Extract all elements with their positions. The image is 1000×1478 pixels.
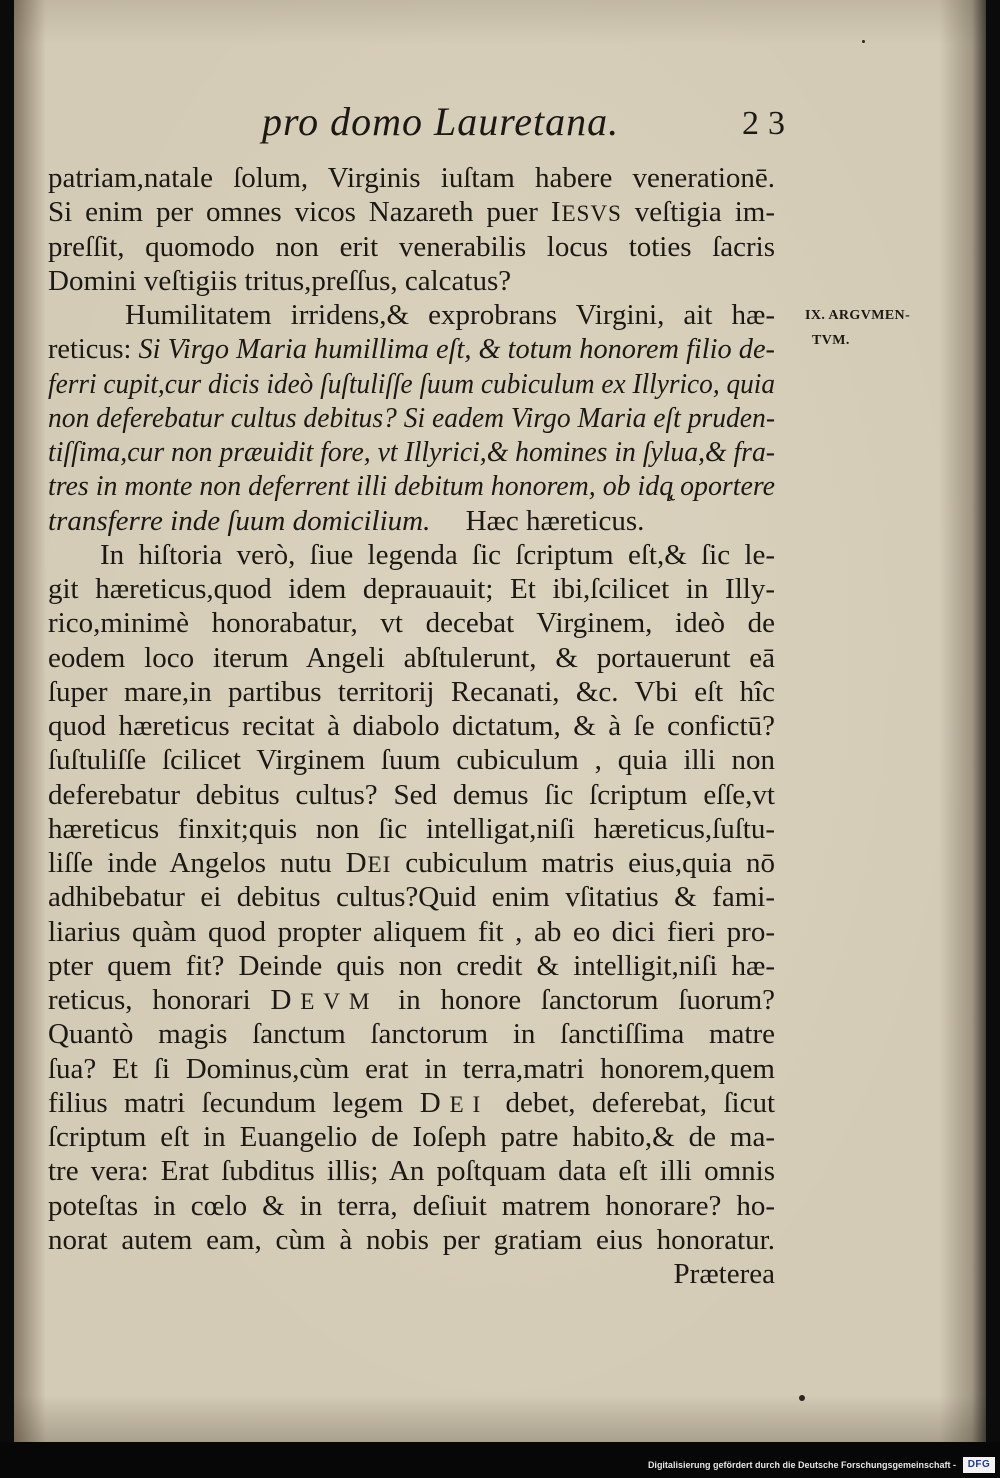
text-line bbox=[48, 778, 775, 812]
line-content bbox=[48, 469, 775, 503]
text-line bbox=[48, 915, 775, 949]
line-content bbox=[48, 195, 775, 231]
text-line bbox=[48, 1189, 775, 1223]
line-content bbox=[48, 435, 775, 469]
line-content bbox=[48, 915, 775, 949]
text-line bbox=[48, 572, 775, 606]
line-text: In hiſtoria verò, ſiue legenda ſic ſcriptum eſt,& ſic le- bbox=[100, 538, 775, 571]
line-text: Hæc hæreticus. bbox=[458, 504, 645, 537]
text-line bbox=[48, 298, 775, 332]
text-line bbox=[48, 1086, 775, 1120]
line-content bbox=[48, 1120, 775, 1154]
line-content bbox=[48, 641, 775, 675]
text-line bbox=[48, 983, 775, 1017]
line-content bbox=[48, 606, 775, 640]
line-content bbox=[48, 504, 644, 538]
line-content bbox=[48, 1052, 775, 1086]
line-text: norat autem eam, cùm à nobis per gratiam eius honoratur. bbox=[48, 1223, 775, 1256]
text-line bbox=[48, 846, 775, 880]
dfg-logo: DFG bbox=[963, 1457, 995, 1473]
line-text: poteſtas in cœlo & in terra, deſiuit matrem honorare? ho- bbox=[48, 1189, 775, 1222]
line-content bbox=[48, 675, 775, 709]
text-line bbox=[48, 161, 775, 195]
credit-text: Digitalisierung gefördert durch die Deutsche Forschungsgemeinschaft - bbox=[647, 1460, 956, 1470]
line-text: ſcriptum eſt in Euangelio de Ioſeph patre habito,& de ma- bbox=[48, 1121, 775, 1153]
spaced-caps-word: DEVM bbox=[270, 984, 379, 1016]
line-content bbox=[48, 161, 775, 195]
line-text: tre vera: Erat ſubditus illis; An poſtquam data eſt illi omnis bbox=[48, 1155, 775, 1188]
text-line bbox=[48, 230, 775, 264]
line-text: hæreticus finxit;quis non ſic intelligat,niſi hæreticus,ſuſtu- bbox=[48, 812, 775, 845]
line-content bbox=[48, 401, 775, 435]
line-content bbox=[48, 367, 775, 401]
text-line bbox=[48, 538, 775, 572]
line-text: patriam,natale ſolum, Virginis iuſtam habere venerationē. bbox=[48, 162, 775, 194]
line-text: eodem loco iterum Angeli abſtulerunt, & portauerunt eā bbox=[48, 641, 775, 674]
line-text: Si enim per omnes vicos Nazareth puer bbox=[48, 196, 551, 229]
marginal-note-line: IX. ARGVMEN- bbox=[805, 308, 911, 323]
text-line bbox=[48, 709, 775, 743]
marginal-note bbox=[805, 303, 910, 353]
italic-text: ferri cupit,cur dicis ideò ſuſtuliſſe ſuum cubiculum ex Illyrico, quia bbox=[48, 367, 775, 400]
line-content bbox=[48, 1017, 775, 1051]
text-line bbox=[48, 675, 775, 709]
line-text: liarius quàm quod propter aliquem fit , ab eo dici fieri pro- bbox=[48, 915, 775, 948]
ink-speck bbox=[799, 1395, 805, 1401]
text-line bbox=[48, 367, 775, 401]
line-text: filius matri ſecundum legem bbox=[48, 1086, 420, 1119]
text-line bbox=[48, 641, 775, 675]
italic-text: tiſſima,cur non præuidit fore, vt Illyrici,& homines in ſylua,& fra- bbox=[48, 436, 775, 468]
text-line bbox=[48, 435, 775, 469]
text-line bbox=[48, 504, 775, 538]
text-line bbox=[48, 469, 775, 503]
marginal-note-line: TVM. bbox=[812, 333, 850, 348]
running-title: pro domo Lauretana. bbox=[262, 99, 620, 144]
line-content bbox=[48, 880, 775, 914]
line-text: liſſe inde Angelos nutu bbox=[48, 847, 346, 879]
text-line bbox=[48, 1223, 775, 1257]
spaced-caps-word: DEI bbox=[419, 1086, 490, 1119]
line-content bbox=[48, 264, 511, 298]
text-line bbox=[48, 880, 775, 914]
line-content bbox=[48, 1154, 775, 1188]
line-text: in honore ſanctorum ſuorum? bbox=[378, 984, 775, 1016]
line-text: Domini veſtigiis tritus,preſſus, calcatus? bbox=[48, 264, 512, 297]
line-content bbox=[48, 572, 775, 606]
text-line bbox=[48, 743, 775, 777]
italic-text: non deferebatur cultus debitus? Si eadem Virgo Maria eſt pruden- bbox=[48, 401, 775, 434]
line-text: debet, deferebat, ſicut bbox=[489, 1086, 776, 1119]
ink-speck bbox=[862, 40, 865, 43]
text-line bbox=[48, 1154, 775, 1188]
line-text: rico,minimè honorabatur, vt decebat Virginem, ideò de bbox=[48, 607, 775, 640]
italic-text: transferre inde ſuum domicilium. bbox=[48, 504, 431, 537]
line-content bbox=[48, 812, 775, 846]
line-content bbox=[48, 1086, 775, 1122]
line-content bbox=[48, 332, 775, 366]
text-line bbox=[48, 1052, 775, 1086]
digitization-credit bbox=[0, 1442, 1000, 1478]
line-text: cubiculum matris eius,quia nō bbox=[391, 847, 775, 879]
line-content bbox=[48, 1223, 775, 1257]
text-line bbox=[48, 949, 775, 983]
catchword: Præterea bbox=[673, 1258, 775, 1290]
line-text: Humilitatem irridens,& exprobrans Virgini, ait hæ- bbox=[125, 299, 775, 331]
text-line bbox=[48, 1017, 775, 1051]
line-text: git hæreticus,quod idem deprauauit; Et ibi,ſcilicet in Illy- bbox=[48, 573, 775, 605]
line-content bbox=[48, 778, 775, 812]
text-line bbox=[48, 812, 775, 846]
line-text: preſſit, quomodo non erit venerabilis locus toties ſacris bbox=[48, 230, 775, 263]
small-caps-word: IESVS bbox=[550, 196, 622, 229]
line-text: pter quem fit? Deinde quis non credit & intelligit,niſi hæ- bbox=[48, 949, 775, 982]
text-block bbox=[48, 161, 775, 1291]
line-text: ſuper mare,in partibus territorij Recanati, &c. Vbi eſt hîc bbox=[48, 675, 775, 708]
text-line bbox=[48, 264, 775, 298]
book-page bbox=[14, 0, 986, 1442]
line-content bbox=[48, 709, 775, 743]
line-content bbox=[48, 1189, 775, 1223]
line-content bbox=[48, 846, 775, 882]
text-line bbox=[48, 332, 775, 366]
line-text: Quantò magis ſanctum ſanctorum in ſanctiſſima matre bbox=[48, 1018, 775, 1051]
text-line bbox=[48, 606, 775, 640]
line-content bbox=[48, 983, 775, 1019]
italic-text: Si Virgo Maria humillima eſt, & totum honorem filio de- bbox=[138, 333, 776, 366]
small-caps-word: DEI bbox=[345, 847, 392, 879]
text-line bbox=[48, 401, 775, 435]
line-text: adhibebatur ei debitus cultus?Quid enim vſitatius & fami- bbox=[48, 881, 775, 914]
line-text: veſtigia im- bbox=[621, 196, 775, 229]
line-text: deferebatur debitus cultus? Sed demus ſic ſcriptum eſſe,vt bbox=[48, 778, 775, 811]
line-content bbox=[48, 743, 775, 777]
line-text: reticus: bbox=[48, 333, 139, 366]
line-content bbox=[48, 949, 775, 983]
text-line bbox=[48, 1120, 775, 1154]
line-content bbox=[48, 230, 775, 264]
page-number: 23 bbox=[742, 105, 794, 142]
catchword-line bbox=[48, 1257, 775, 1291]
line-text: reticus, honorari bbox=[48, 984, 271, 1016]
line-text: ſua? Et ſi Dominus,cùm erat in terra,matri honorem,quem bbox=[48, 1052, 775, 1085]
line-text: quod hæreticus recitat à diabolo dictatum, & à ſe confictū? bbox=[48, 710, 775, 742]
text-line bbox=[48, 195, 775, 229]
line-content bbox=[125, 298, 775, 332]
line-text: ſuſtuliſſe ſcilicet Virginem ſuum cubiculum , quia illi non bbox=[48, 744, 775, 777]
line-content bbox=[100, 538, 775, 572]
italic-text: tres in monte non deferrent illi debitum honorem, ob idq̨ oportere bbox=[48, 470, 775, 503]
